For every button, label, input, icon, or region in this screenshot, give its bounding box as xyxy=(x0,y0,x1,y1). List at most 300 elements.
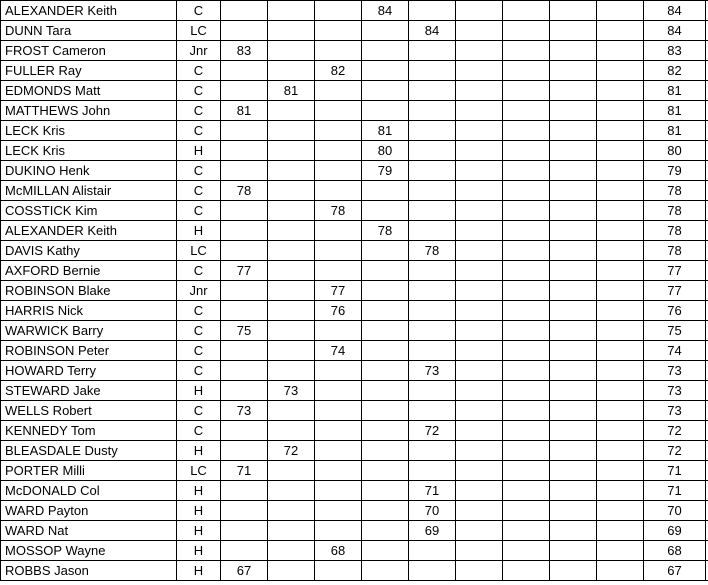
competitor-name-cell: ROBINSON Blake xyxy=(1,281,177,301)
class-cell: H xyxy=(177,541,221,561)
total-cell: 78 xyxy=(644,181,706,201)
class-cell: C xyxy=(177,81,221,101)
table-row xyxy=(1,121,708,141)
table-row xyxy=(1,221,708,241)
score-cell xyxy=(315,321,362,341)
score-cell xyxy=(362,201,409,221)
class-cell: C xyxy=(177,181,221,201)
class-cell: LC xyxy=(177,461,221,481)
score-cell xyxy=(550,61,597,81)
score-cell: 72 xyxy=(268,441,315,461)
competitor-name-cell: ALEXANDER Keith xyxy=(1,221,177,241)
competitor-name-cell: PORTER Milli xyxy=(1,461,177,481)
table-row xyxy=(1,201,708,221)
score-cell xyxy=(550,401,597,421)
score-cell xyxy=(550,561,597,581)
score-cell xyxy=(550,281,597,301)
class-cell: C xyxy=(177,421,221,441)
score-cell xyxy=(597,201,644,221)
competitor-name-cell: McMILLAN Alistair xyxy=(1,181,177,201)
score-cell xyxy=(597,81,644,101)
competitor-name-cell: DUKINO Henk xyxy=(1,161,177,181)
table-row xyxy=(1,381,708,401)
table-row xyxy=(1,41,708,61)
class-cell: Jnr xyxy=(177,281,221,301)
class-cell: H xyxy=(177,521,221,541)
results-table-body xyxy=(1,1,708,581)
score-cell xyxy=(362,341,409,361)
class-cell: C xyxy=(177,341,221,361)
class-cell: H xyxy=(177,221,221,241)
score-cell: 71 xyxy=(221,461,268,481)
table-row xyxy=(1,301,708,321)
score-cell xyxy=(409,121,456,141)
score-cell xyxy=(550,101,597,121)
score-cell: 73 xyxy=(409,361,456,381)
score-cell: 71 xyxy=(409,481,456,501)
class-cell: C xyxy=(177,61,221,81)
score-cell xyxy=(268,281,315,301)
table-row xyxy=(1,281,708,301)
score-cell xyxy=(268,161,315,181)
score-cell xyxy=(268,261,315,281)
score-cell xyxy=(456,561,503,581)
score-cell xyxy=(503,441,550,461)
table-row xyxy=(1,181,708,201)
score-cell xyxy=(503,461,550,481)
score-cell xyxy=(597,21,644,41)
table-row xyxy=(1,241,708,261)
score-cell xyxy=(409,41,456,61)
score-cell xyxy=(550,81,597,101)
score-cell xyxy=(597,301,644,321)
score-cell xyxy=(503,21,550,41)
competitor-name-cell: DUNN Tara xyxy=(1,21,177,41)
score-cell xyxy=(221,1,268,21)
table-row xyxy=(1,361,708,381)
score-cell xyxy=(456,201,503,221)
score-cell xyxy=(268,101,315,121)
score-cell xyxy=(503,241,550,261)
score-cell xyxy=(597,381,644,401)
score-cell xyxy=(315,461,362,481)
score-cell xyxy=(362,261,409,281)
score-cell: 72 xyxy=(409,421,456,441)
score-cell xyxy=(503,321,550,341)
score-cell xyxy=(362,361,409,381)
score-cell xyxy=(268,421,315,441)
score-cell xyxy=(362,61,409,81)
score-cell: 84 xyxy=(362,1,409,21)
score-cell xyxy=(268,521,315,541)
class-cell: C xyxy=(177,401,221,421)
total-cell: 81 xyxy=(644,101,706,121)
table-row xyxy=(1,321,708,341)
score-cell xyxy=(315,181,362,201)
score-cell xyxy=(362,381,409,401)
score-cell xyxy=(550,301,597,321)
score-cell xyxy=(362,441,409,461)
score-cell xyxy=(268,501,315,521)
score-cell xyxy=(550,141,597,161)
score-cell xyxy=(550,41,597,61)
class-cell: H xyxy=(177,441,221,461)
score-cell xyxy=(409,401,456,421)
score-cell: 68 xyxy=(315,541,362,561)
score-cell xyxy=(315,481,362,501)
total-cell: 81 xyxy=(644,121,706,141)
score-cell xyxy=(221,241,268,261)
score-cell xyxy=(503,301,550,321)
score-cell xyxy=(221,541,268,561)
score-cell xyxy=(456,361,503,381)
score-cell xyxy=(268,321,315,341)
score-cell: 75 xyxy=(221,321,268,341)
score-cell xyxy=(550,541,597,561)
score-cell xyxy=(268,361,315,381)
score-cell xyxy=(409,561,456,581)
score-cell xyxy=(597,181,644,201)
score-cell xyxy=(503,381,550,401)
score-cell xyxy=(315,561,362,581)
score-cell: 82 xyxy=(315,61,362,81)
score-cell xyxy=(503,221,550,241)
score-cell xyxy=(362,421,409,441)
class-cell: H xyxy=(177,381,221,401)
score-cell xyxy=(362,21,409,41)
class-cell: C xyxy=(177,161,221,181)
score-cell xyxy=(315,501,362,521)
score-cell xyxy=(409,281,456,301)
class-cell: C xyxy=(177,301,221,321)
score-cell: 78 xyxy=(409,241,456,261)
score-cell xyxy=(503,521,550,541)
score-cell xyxy=(503,101,550,121)
class-cell: LC xyxy=(177,241,221,261)
score-cell xyxy=(550,161,597,181)
table-row xyxy=(1,21,708,41)
score-cell xyxy=(456,21,503,41)
score-cell xyxy=(550,521,597,541)
table-row xyxy=(1,461,708,481)
score-cell xyxy=(362,541,409,561)
score-cell xyxy=(409,301,456,321)
score-cell xyxy=(409,441,456,461)
table-row xyxy=(1,61,708,81)
score-cell xyxy=(315,101,362,121)
score-cell xyxy=(503,261,550,281)
score-cell xyxy=(597,481,644,501)
competitor-name-cell: LECK Kris xyxy=(1,141,177,161)
table-row xyxy=(1,561,708,581)
score-cell xyxy=(456,41,503,61)
table-row xyxy=(1,441,708,461)
score-cell xyxy=(456,481,503,501)
score-cell xyxy=(221,441,268,461)
competitor-name-cell: HARRIS Nick xyxy=(1,301,177,321)
score-cell xyxy=(409,321,456,341)
score-cell xyxy=(409,461,456,481)
score-cell xyxy=(362,81,409,101)
score-cell xyxy=(409,541,456,561)
competitor-name-cell: HOWARD Terry xyxy=(1,361,177,381)
score-cell xyxy=(268,301,315,321)
score-cell xyxy=(409,61,456,81)
score-cell xyxy=(268,201,315,221)
score-cell xyxy=(362,101,409,121)
competitor-name-cell: ROBBS Jason xyxy=(1,561,177,581)
score-cell xyxy=(268,41,315,61)
score-cell xyxy=(550,421,597,441)
score-cell xyxy=(268,181,315,201)
table-row xyxy=(1,81,708,101)
score-cell xyxy=(550,461,597,481)
score-cell xyxy=(597,141,644,161)
score-cell: 83 xyxy=(221,41,268,61)
score-cell xyxy=(221,341,268,361)
class-cell: H xyxy=(177,561,221,581)
score-cell xyxy=(456,81,503,101)
score-cell xyxy=(268,221,315,241)
score-cell xyxy=(268,561,315,581)
score-cell xyxy=(597,1,644,21)
score-cell xyxy=(409,1,456,21)
score-cell xyxy=(221,121,268,141)
score-cell: 74 xyxy=(315,341,362,361)
total-cell: 81 xyxy=(644,81,706,101)
score-cell: 78 xyxy=(362,221,409,241)
class-cell: C xyxy=(177,1,221,21)
score-cell xyxy=(550,181,597,201)
score-cell xyxy=(315,141,362,161)
score-cell xyxy=(456,241,503,261)
total-cell: 77 xyxy=(644,261,706,281)
class-cell: Jnr xyxy=(177,41,221,61)
score-cell: 69 xyxy=(409,521,456,541)
score-cell xyxy=(409,81,456,101)
competitor-name-cell: ROBINSON Peter xyxy=(1,341,177,361)
competitor-name-cell: LECK Kris xyxy=(1,121,177,141)
score-cell xyxy=(315,441,362,461)
score-cell: 77 xyxy=(315,281,362,301)
score-cell xyxy=(550,121,597,141)
score-cell xyxy=(456,141,503,161)
score-cell xyxy=(268,481,315,501)
score-cell xyxy=(315,381,362,401)
score-cell xyxy=(362,521,409,541)
table-row xyxy=(1,1,708,21)
score-cell xyxy=(221,141,268,161)
score-cell xyxy=(503,401,550,421)
score-cell xyxy=(268,141,315,161)
score-cell xyxy=(456,461,503,481)
score-cell xyxy=(409,221,456,241)
total-cell: 71 xyxy=(644,481,706,501)
score-cell xyxy=(221,301,268,321)
class-cell: C xyxy=(177,101,221,121)
score-cell xyxy=(362,281,409,301)
score-cell xyxy=(503,41,550,61)
competitor-name-cell: KENNEDY Tom xyxy=(1,421,177,441)
score-cell xyxy=(315,221,362,241)
score-cell xyxy=(550,221,597,241)
score-cell xyxy=(315,421,362,441)
score-cell xyxy=(550,361,597,381)
competitor-name-cell: ALEXANDER Keith xyxy=(1,1,177,21)
table-row xyxy=(1,101,708,121)
score-cell xyxy=(221,221,268,241)
score-cell: 78 xyxy=(315,201,362,221)
total-cell: 72 xyxy=(644,421,706,441)
competitor-name-cell: AXFORD Bernie xyxy=(1,261,177,281)
score-cell xyxy=(503,181,550,201)
total-cell: 74 xyxy=(644,341,706,361)
class-cell: H xyxy=(177,481,221,501)
score-cell xyxy=(456,441,503,461)
competitor-name-cell: BLEASDALE Dusty xyxy=(1,441,177,461)
class-cell: H xyxy=(177,501,221,521)
score-cell xyxy=(315,81,362,101)
score-cell xyxy=(362,301,409,321)
score-cell xyxy=(550,481,597,501)
score-cell xyxy=(221,201,268,221)
competitor-name-cell: WARD Payton xyxy=(1,501,177,521)
score-cell xyxy=(550,21,597,41)
score-cell xyxy=(409,141,456,161)
score-cell xyxy=(268,21,315,41)
score-cell xyxy=(456,161,503,181)
score-cell: 81 xyxy=(268,81,315,101)
total-cell: 83 xyxy=(644,41,706,61)
score-cell xyxy=(456,321,503,341)
competitor-name-cell: MATTHEWS John xyxy=(1,101,177,121)
score-cell xyxy=(409,101,456,121)
score-cell: 73 xyxy=(221,401,268,421)
score-cell xyxy=(597,241,644,261)
score-cell xyxy=(597,41,644,61)
total-cell: 84 xyxy=(644,21,706,41)
total-cell: 70 xyxy=(644,501,706,521)
score-cell: 84 xyxy=(409,21,456,41)
score-cell xyxy=(221,81,268,101)
score-cell xyxy=(221,481,268,501)
score-cell xyxy=(550,501,597,521)
total-cell: 78 xyxy=(644,201,706,221)
score-cell xyxy=(315,121,362,141)
score-cell xyxy=(315,161,362,181)
class-cell: H xyxy=(177,141,221,161)
score-cell xyxy=(268,1,315,21)
score-cell xyxy=(503,341,550,361)
score-cell: 76 xyxy=(315,301,362,321)
table-row xyxy=(1,261,708,281)
score-cell xyxy=(221,161,268,181)
table-row xyxy=(1,501,708,521)
score-cell xyxy=(503,201,550,221)
score-cell xyxy=(456,421,503,441)
score-cell xyxy=(597,101,644,121)
score-cell xyxy=(456,181,503,201)
score-cell xyxy=(409,161,456,181)
score-cell: 81 xyxy=(221,101,268,121)
score-cell xyxy=(597,121,644,141)
score-cell xyxy=(456,521,503,541)
score-cell xyxy=(362,321,409,341)
score-cell xyxy=(550,381,597,401)
score-cell xyxy=(268,461,315,481)
score-cell xyxy=(362,501,409,521)
table-row xyxy=(1,161,708,181)
score-cell xyxy=(456,401,503,421)
score-cell xyxy=(597,161,644,181)
score-cell xyxy=(503,81,550,101)
score-cell xyxy=(456,281,503,301)
score-cell xyxy=(221,521,268,541)
competitor-name-cell: FROST Cameron xyxy=(1,41,177,61)
class-cell: C xyxy=(177,121,221,141)
score-cell xyxy=(550,1,597,21)
competitor-name-cell: WARWICK Barry xyxy=(1,321,177,341)
score-cell xyxy=(221,361,268,381)
score-cell: 80 xyxy=(362,141,409,161)
score-cell xyxy=(268,401,315,421)
class-cell: C xyxy=(177,321,221,341)
total-cell: 73 xyxy=(644,381,706,401)
total-cell: 73 xyxy=(644,361,706,381)
score-cell xyxy=(221,381,268,401)
total-cell: 82 xyxy=(644,61,706,81)
score-cell: 79 xyxy=(362,161,409,181)
total-cell: 71 xyxy=(644,461,706,481)
score-cell xyxy=(503,161,550,181)
score-cell xyxy=(597,221,644,241)
score-cell xyxy=(268,241,315,261)
score-cell xyxy=(315,21,362,41)
competitor-name-cell: DAVIS Kathy xyxy=(1,241,177,261)
score-cell xyxy=(597,281,644,301)
score-cell xyxy=(268,61,315,81)
competitor-name-cell: McDONALD Col xyxy=(1,481,177,501)
score-cell xyxy=(597,341,644,361)
score-cell xyxy=(597,321,644,341)
score-cell xyxy=(315,41,362,61)
score-cell xyxy=(221,281,268,301)
score-cell xyxy=(456,221,503,241)
score-cell xyxy=(550,201,597,221)
score-cell xyxy=(456,101,503,121)
competitor-name-cell: EDMONDS Matt xyxy=(1,81,177,101)
score-cell xyxy=(456,61,503,81)
score-cell xyxy=(503,561,550,581)
score-cell xyxy=(503,361,550,381)
total-cell: 68 xyxy=(644,541,706,561)
class-cell: C xyxy=(177,201,221,221)
total-cell: 78 xyxy=(644,221,706,241)
score-cell xyxy=(409,181,456,201)
score-cell xyxy=(362,181,409,201)
score-cell xyxy=(456,381,503,401)
score-cell xyxy=(503,141,550,161)
table-row xyxy=(1,541,708,561)
score-cell xyxy=(597,501,644,521)
score-cell xyxy=(550,321,597,341)
total-cell: 79 xyxy=(644,161,706,181)
total-cell: 80 xyxy=(644,141,706,161)
table-row xyxy=(1,141,708,161)
score-cell xyxy=(315,521,362,541)
score-cell xyxy=(550,341,597,361)
total-cell: 77 xyxy=(644,281,706,301)
